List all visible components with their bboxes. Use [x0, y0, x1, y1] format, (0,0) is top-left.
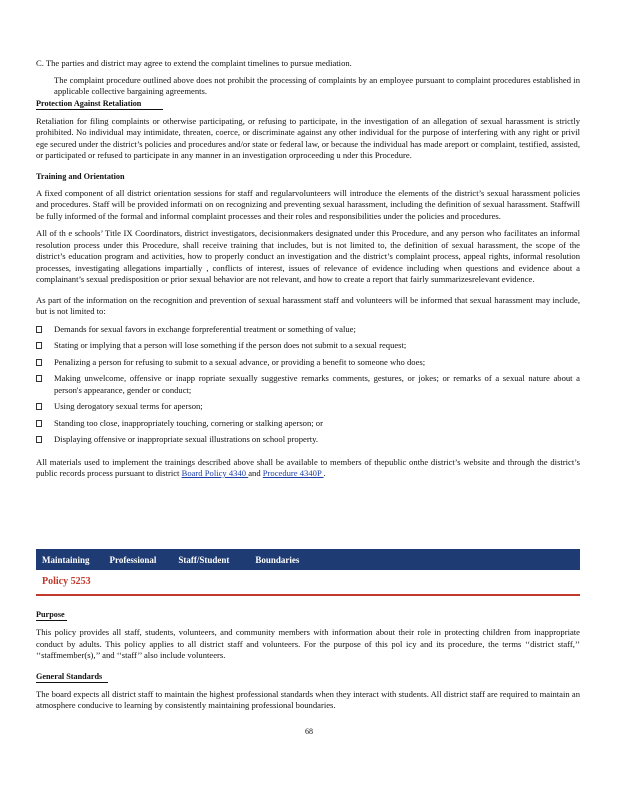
- band-word-professional: Professional: [109, 554, 157, 565]
- list-item: Demands for sexual favors in exchange forpreferential treatment or something of value;: [36, 324, 580, 336]
- training-paragraph-1: A fixed component of all district orientation sessions for staff and regularvolunteers will introduce the elements of the district’s sexual harassment policies and procedures. Staff will be provided informati on on recognizing and preventing sexual harassment, including the definition of sexual harassment. Staffwill be fully informed of the formal and informal complaint processes and their roles and responsibilities under the policies and procedures.: [36, 187, 580, 221]
- bargaining-paragraph: The complaint procedure outlined above does not prohibit the processing of complaints by an employee pursuant to complaint procedures established in applicable collective bargaining agreements.: [54, 74, 580, 96]
- list-item: Standing too close, inappropriately touching, cornering or stalking aperson; or: [36, 418, 580, 430]
- purpose-paragraph: This policy provides all staff, students, volunteers, and community members with information about their role in protecting children from inappropriate conduct by adults. This policy applies to all district staff and volunteers. For the purpose of this pol icy and its procedure, the terms ‘‘district staff,’’ ‘‘staffmember(s),’’ and ‘‘staff’’ also include volunteers.: [36, 627, 580, 660]
- bullet-box-icon: [36, 342, 42, 349]
- list-item: Displaying offensive or inappropriate sexual illustrations on school property.: [36, 434, 580, 446]
- band-word-maintaining: Maintaining: [42, 554, 90, 565]
- retaliation-heading: Protection Against Retaliation: [36, 98, 163, 110]
- general-standards-paragraph: The board expects all district staff to maintain the highest professional standards when they interact with students. All district staff are required to maintain an atmosphere conducive to learning by consistently maintaining professional boundaries.: [36, 688, 580, 710]
- retaliation-paragraph: Retaliation for filing complaints or otherwise participating, or refusing to participate, in the investigation of an allegation of sexual harassment is strictly prohibited. No individual may intimidate, threaten, coerce, or discriminate against any other individual for the purpose of interfering with any right or privil ege secured under the district’s policies and procedures and/or state or federal law, or because the individual has made areport or complaint, testified, assisted, or participated or refused to participate in any manner in an investigation orproceeding u nder this Procedure.: [36, 115, 580, 160]
- section-title-band: [36, 549, 580, 570]
- general-standards-heading: General Standards: [36, 671, 108, 683]
- training-heading: Training and Orientation: [36, 171, 125, 181]
- procedure-4340p-link[interactable]: Procedure 4340P: [262, 468, 324, 478]
- bullet-box-icon: [36, 375, 42, 382]
- band-word-staff-student: Staff/Student: [178, 554, 230, 565]
- bullet-box-icon: [36, 420, 42, 427]
- list-item: Making unwelcome, offensive or inapp ropriate sexually suggestive remarks comments, gestures, or jokes; or remarks of a sexual nature about a person's appearance, gender or conduct;: [36, 373, 580, 396]
- policy-number: Policy 5253: [42, 576, 91, 587]
- band-word-boundaries: Boundaries: [255, 554, 300, 565]
- materials-paragraph: All materials used to implement the trainings described above shall be available to members of thepublic onthe district’s website and through the district’s public records process pursuant to district Board Policy 4340 and Procedure 4340P .: [36, 456, 580, 478]
- page-body: [36, 58, 580, 480]
- purpose-heading: Purpose: [36, 610, 65, 619]
- policy-body: [36, 609, 580, 712]
- bullet-box-icon: [36, 326, 42, 333]
- page-number: 68: [305, 727, 313, 736]
- board-policy-4340-link[interactable]: Board Policy 4340: [181, 468, 249, 478]
- bullet-box-icon: [36, 436, 42, 443]
- bullet-box-icon: [36, 403, 42, 410]
- policy-divider: [36, 594, 580, 596]
- list-item: Stating or implying that a person will lose something if the person does not submit to a sexual request;: [36, 340, 580, 352]
- list-item: Penalizing a person for refusing to submit to a sexual advance, or providing a benefit to someone who does;: [36, 357, 580, 369]
- training-paragraph-3: As part of the information on the recognition and prevention of sexual harassment staff and volunteers will be informed that sexual harassment may include, but is not limited to:: [36, 294, 580, 316]
- harassment-examples-list: [36, 324, 580, 446]
- bullet-box-icon: [36, 359, 42, 366]
- item-c: C. The parties and district may agree to extend the complaint timelines to pursue mediation.: [36, 58, 352, 68]
- training-paragraph-2: All of th e schools’ Title IX Coordinators, district investigators, decisionmakers designated under this Procedure, and any person who facilitates an informal resolution process under this Procedure, shall receive training that includes, but is not limited to, the definition of sexual harassment, the scope of the district’s education program and activities, how to properly conduct an investigation and the district’s complaint process, appeal rights, informal resolution processes, investigating allegations impartially , conflicts of interest, issues of relevance of evidence including when questions and evidence about a complainant’s sexual predisposition or prior sexual behavior are not relevant, and how to create a report that fairly summarizesrelevant evidence.: [36, 228, 580, 284]
- list-item: Using derogatory sexual terms for aperson;: [36, 401, 580, 413]
